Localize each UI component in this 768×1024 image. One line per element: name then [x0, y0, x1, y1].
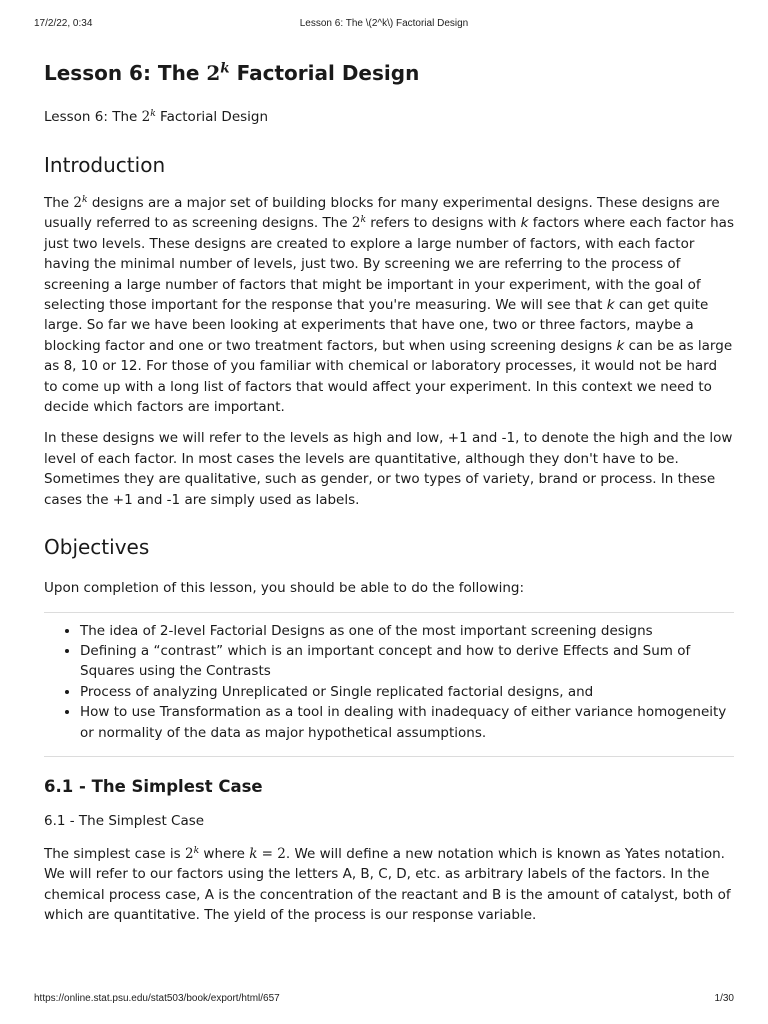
section-paragraph: The simplest case is 2$^k$ where k = 2. We will define a new notation which is known as Yates notation. We will refer to our factors using the letters A, B, C, D, etc. as arbitrary labels of the factors. In the chemical process case, A is the concentration of the reactant and B is the amount of catalyst, both of which are quantitative. The yield of the process is our response variable. [44, 844, 731, 924]
print-page-title: Lesson 6: The \(2^k\) Factorial Design [299, 18, 469, 29]
section-subheading: 6.1 - The Simplest Case [44, 812, 205, 829]
introduction-heading: Introduction [44, 153, 166, 177]
lesson-content [44, 56, 734, 926]
introduction-paragraph-2: In these designs we will refer to the levels as high and low, +1 and -1, to denote the high and the low level of each factor. In most cases the levels are quantitative, although they don't have to be. Sometimes they are qualitative, such as gender, or two types of variety, brand or process. In these cases the +1 and -1 are simply used as labels. [44, 430, 733, 508]
section-heading: 6.1 - The Simplest Case [44, 776, 263, 796]
objective-item: • Defining a “contrast” which is an important concept and how to derive Effects and Sum of Squares using the Contrasts [80, 641, 734, 682]
lesson-title: Lesson 6: The 2$^k$ Factorial Design [44, 60, 420, 85]
objectives-heading: Objectives [44, 535, 150, 560]
objective-item: • How to use Transformation as a tool in dealing with inadequacy of either variance homogeneity or normality of the data as major hypothetical assumptions. [80, 702, 734, 743]
objective-item: • The idea of 2-level Factorial Designs as one of the most important screening designs [80, 621, 734, 641]
divider [44, 756, 734, 757]
objectives-intro: Upon completion of this lesson, you should be able to do the following: [44, 580, 525, 597]
page-number: 1/30 [714, 993, 734, 1004]
divider [44, 612, 734, 613]
print-url: https://online.stat.psu.edu/stat503/book/export/html/657 [34, 993, 280, 1004]
lesson-subtitle: Lesson 6: The 2$^k$ Factorial Design [44, 107, 269, 125]
introduction-paragraph-1: The 2$^k$ designs are a major set of building blocks for many experimental designs. These designs are usually referred to as screening designs. The 2$^k$ refers to designs with k factors where each factor has just two levels. These designs are created to explore a large number of factors, with each factor having the minimal number of levels, just two. By screening we are referring to the process of screening a large number of factors that might be important in your experiment, with the goal of selecting those important for the response that you're measuring. We will see that k can get quite large. So far we have been looking at experiments that have one, two or three factors, maybe a blocking factor and one or two treatment factors, but when using screening designs k can be as large as 8, 10 or 12. For those of you familiar with chemical or laboratory processes, it would not be hard to come up with a long list of factors that would affect your experiment. In this context we need to decide which factors are important. [44, 193, 734, 416]
objectives-list [44, 621, 734, 743]
print-date: 17/2/22, 0:34 [34, 18, 93, 29]
objective-item: • Process of analyzing Unreplicated or Single replicated factorial designs, and [80, 682, 734, 702]
